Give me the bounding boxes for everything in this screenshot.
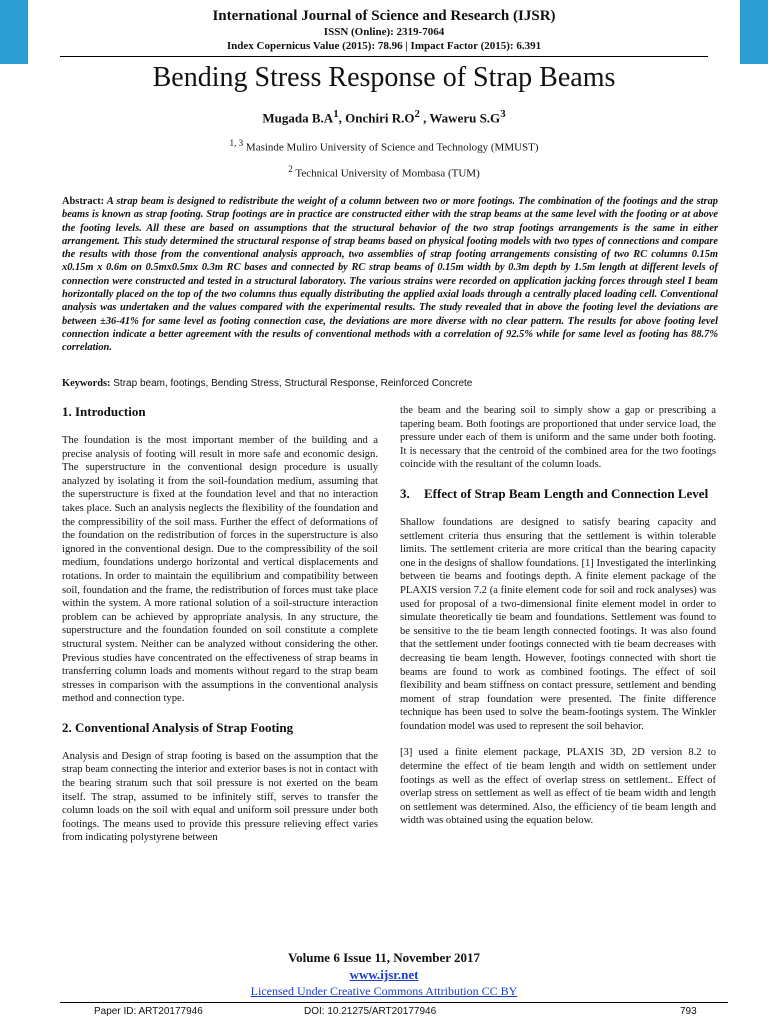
section-3-title: Effect of Strap Beam Length and Connection Level bbox=[424, 485, 709, 501]
author-1: Mugada B.A bbox=[262, 110, 334, 126]
footer-doi: DOI: 10.21275/ART20177946 bbox=[304, 1006, 437, 1017]
index-impact: Index Copernicus Value (2015): 78.96 | Impact Factor (2015): 6.391 bbox=[226, 40, 542, 52]
left-column bbox=[62, 404, 378, 845]
right-column bbox=[400, 404, 716, 828]
header-divider bbox=[60, 56, 708, 57]
abstract-text: A strap beam is designed to redistribute the weight of a column between two or more footings. The combination of the footings and the strap beams is known as strap footing. Strap footings are in practice are constructed either with the strap beams at the same level with the footing or at above the footing levels. All these are based on assumptions that the structural behavior of the two strap footings arrangements is the same in either arrangement. This study determined the structural response of strap beams based on physical footing models with two types of connections and compare the results with those from the conventional analysis approach, two assemblies of strap footing arrangements consisting of two RC columns 0.15m x0.15m x 0.6m on 0.5mx0.5mx 0.3m RC bases and connected by RC strap beams of 0.15m width by 0.3m depth by 1.5m length at different levels of connection were constructed and tested in a structural laboratory. The various strains were recorded on application jacking forces through steel I beam horizontally placed on the top of the two columns thus equally distributing the applied axial loads through a centrally placed loading cell. Conventional analysis was undertaken and the values compared with the experimental results. The study revealed that in above the footing level the deviations are between ±36-41% for same level as footing connection case, the deviations are more diverse with no clear pattern. The results for above footing level connection indicate a better agreement with the results of conventional methods with a correlation of 92.5% while for same level as footing has 88.7% correlation. bbox=[62, 196, 718, 354]
affiliation-2-sup: 2 bbox=[288, 164, 293, 174]
footer-divider bbox=[60, 1002, 728, 1003]
footer-license-link[interactable]: Licensed Under Creative Commons Attribution CC BY bbox=[250, 984, 518, 998]
issn: ISSN (Online): 2319-7064 bbox=[323, 26, 445, 38]
affiliation-1-sup: 1, 3 bbox=[229, 138, 244, 148]
affiliation-1 bbox=[0, 138, 768, 154]
footer-page-number: 793 bbox=[680, 1006, 697, 1017]
keywords-label: Keywords: bbox=[62, 378, 111, 389]
section-2-paragraph: Analysis and Design of strap footing is based on the assumption that the strap beam connecting the interior and exterior bases is not in contact with the bearing stratum such that soil pressure is not exerted on the beam itself. The strap, assumed to be infinitely stiff, serves to transfer the column loads on the soil with equal and uniform soil pressure under both footings. The means used to provide this pressure relieving effect varies from indicating polystyrene between bbox=[62, 750, 378, 844]
abstract-label: Abstract: bbox=[62, 196, 105, 207]
abstract bbox=[62, 195, 718, 355]
footer-url-link[interactable]: www.ijsr.net bbox=[349, 967, 419, 982]
footer-volume: Volume 6 Issue 11, November 2017 bbox=[287, 950, 481, 965]
section-3-paragraph-2: [3] used a finite element package, PLAXIS 3D, 2D version 8.2 to determine the effect of tie beam length and width on settlement under footings as well as the effect of overlap stress on settlement.. Effect of overlap stress on settlement as well as effect of tie beam width and length on settlement was determined. Also, the efficiency of tie beam length and width was obtained using the equation below. bbox=[400, 747, 716, 827]
affiliation-2 bbox=[0, 164, 768, 180]
section-1-paragraph: The foundation is the most important member of the building and a precise analysis of footing will result in more safe and economic design. The superstructure in the conventional design procedure is usually analyzed by isolating it from the soil-foundation medium, assuming that the superstructure is fixed at the foundation level and that no interaction takes place. Such an analysis neglects the flexibility of the foundation and the compressibility of the soil mass. Further the effect of deformations of the foundation on the redistribution of forces in the superstructure is also ignored in the conventional design. Due to the compressibility of the soil medium, foundations undergo horizontal and vertical displacements and rotations. In order to maintain the equilibrium and compatibility between soil, foundation and the frame, the redistribution of forces must take place within the system. A more rational solution of a soil-structure interaction problem can be achieved by appropriate analysis. In any structure, the superstructure and the foundation founded on soil constitute a complete structural system. Neither can be analyzed without considering the other. Previous studies have concentrated on the effectiveness of strap beams in transferring column loads and moments without regard to the strap beam stresses in comparison with the assumptions in the conventional analysis method and connection type. bbox=[62, 435, 378, 705]
affiliation-2-text: Technical University of Mombasa (TUM) bbox=[292, 167, 480, 180]
authors bbox=[0, 108, 768, 126]
section-2-heading: 2. Conventional Analysis of Strap Footing bbox=[62, 719, 294, 735]
section-1-heading: 1. Introduction bbox=[62, 404, 146, 419]
author-1-sup: 1 bbox=[333, 108, 339, 120]
author-3-sup: 3 bbox=[500, 108, 506, 120]
author-3: , Waweru S.G bbox=[419, 110, 501, 126]
author-2-sup: 2 bbox=[414, 108, 420, 120]
section-2-paragraph-continued: the beam and the bearing soil to simply show a gap or prescribing a tapering beam. Both footings are proportioned that under service load, the pressure under each of them is uniform and the same under both footing. It is necessary that the centroid of the combined area for the two footings coincide with the resultant of the column loads. bbox=[400, 405, 716, 471]
keywords-text: Strap beam, footings, Bending Stress, Structural Response, Reinforced Concrete bbox=[110, 378, 473, 389]
footer-paper-id: Paper ID: ART20177946 bbox=[94, 1006, 203, 1017]
paper-title: Bending Stress Response of Strap Beams bbox=[152, 62, 616, 93]
section-3-heading bbox=[400, 486, 716, 502]
section-3-paragraph-1: Shallow foundations are designed to satisfy bearing capacity and settlement criteria thus ensuring that the settlement is within tolerable limits. The settlement criteria are more critical than the bearing capacity one in the designs of shallow foundations. [1] Investigated the interlinking between tie beams and footings depth. A finite element package of the PLAXIS version 7.2 (a finite element code for soil and rock analyses) was used for proposal of a two-dimensional finite element model in order to simulate theoretically tie beam and foundations. Settlement was found to be sensitive to the tie beam length connected footings. It was also found that the settlement under footings connected with tie beam decreases with decreasing tie beam length. However, footings connected with short tie beams are found to work as combined footings. The effect of soil flexibility and beam stiffness on contact pressure, settlement and bending moment of strap foundation were presented. The finite difference technique has been used to solve the beam-footings system. The Winkler foundation model was used to represent the soil behavior. bbox=[400, 516, 716, 732]
section-3-number: 3. bbox=[400, 485, 410, 501]
author-2: , Onchiri R.O bbox=[338, 110, 415, 126]
keywords bbox=[62, 378, 718, 389]
journal-header bbox=[0, 8, 768, 53]
journal-name: International Journal of Science and Research (IJSR) bbox=[212, 8, 556, 24]
affiliation-1-text: Masinde Muliro University of Science and Technology (MMUST) bbox=[243, 141, 539, 154]
